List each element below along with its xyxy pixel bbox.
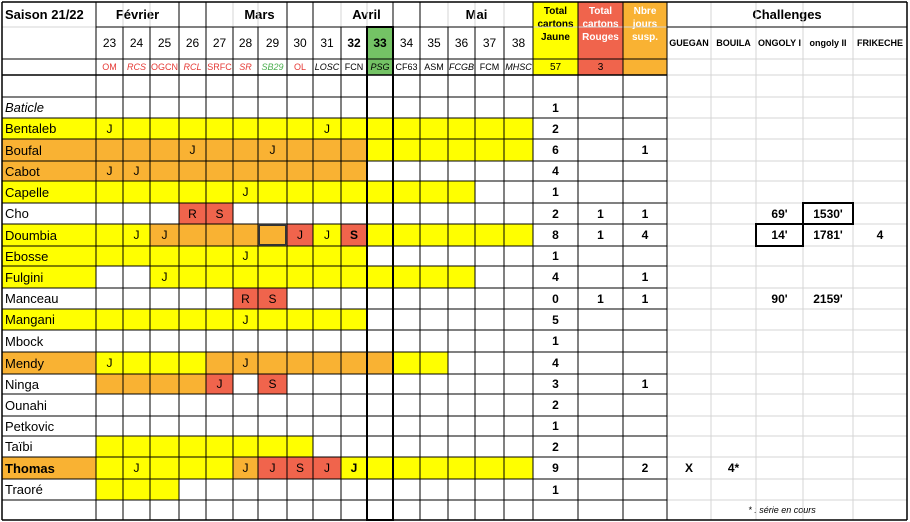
player-yellow-total[interactable]: 2 <box>552 439 559 454</box>
match-cell[interactable]: J <box>313 224 341 246</box>
opponent-cell-8[interactable]: LOSC <box>313 59 341 75</box>
player-name-14[interactable]: Ounahi <box>2 394 96 416</box>
opponent-cell-4[interactable]: SRFC <box>206 59 233 75</box>
player-susp-days[interactable]: 4 <box>641 228 649 242</box>
match-cell[interactable]: J <box>258 139 287 161</box>
round-cell-31[interactable]: 31 <box>313 27 341 59</box>
player-yellow-total[interactable]: 6 <box>552 143 559 157</box>
challenge-cell-3[interactable]: 1781' <box>813 228 843 242</box>
round-cell-29[interactable]: 29 <box>258 27 287 59</box>
challenge-header-4[interactable]: FRIKECHE <box>856 38 903 48</box>
round-cell-37[interactable]: 37 <box>475 27 504 59</box>
opponent-cell-10[interactable]: PSG <box>367 59 393 75</box>
opponent-cell-7[interactable]: OL <box>287 59 313 75</box>
round-cell-24[interactable]: 24 <box>123 27 150 59</box>
player-name-1[interactable]: Bentaleb <box>2 118 96 139</box>
challenge-cell-3[interactable]: 1530' <box>813 206 843 221</box>
match-cell[interactable]: J <box>123 224 150 246</box>
player-yellow-total[interactable]: 2 <box>552 206 559 221</box>
challenge-cell-2[interactable]: 90' <box>771 291 788 306</box>
challenge-header-3[interactable]: ongoly II <box>809 38 847 48</box>
opponent-cell-13[interactable]: FCGB <box>448 59 475 75</box>
player-name-11[interactable]: Mbock <box>2 330 96 352</box>
challenges-header[interactable]: Challenges <box>752 7 822 22</box>
month-header-1[interactable]: Mars <box>244 7 275 22</box>
player-yellow-total[interactable]: 1 <box>552 100 559 115</box>
player-susp-days[interactable]: 2 <box>641 461 649 475</box>
match-cell[interactable]: J <box>123 161 150 181</box>
round-cell-34[interactable]: 34 <box>393 27 420 59</box>
player-yellow-total[interactable]: 1 <box>552 334 559 348</box>
player-name-9[interactable]: Manceau <box>2 288 96 309</box>
match-cell[interactable]: J <box>233 246 258 266</box>
player-name-18[interactable]: Traoré <box>2 479 96 500</box>
challenge-highlight-box <box>756 224 803 246</box>
round-cell-26[interactable]: 26 <box>179 27 206 59</box>
opponent-cell-2[interactable]: OGCN <box>150 59 179 75</box>
challenge-highlight-box <box>803 203 853 224</box>
match-cell[interactable]: J <box>206 374 233 394</box>
match-cell[interactable]: J <box>179 139 206 161</box>
round-cell-28[interactable]: 28 <box>233 27 258 59</box>
month-header-3[interactable]: Mai <box>465 7 488 22</box>
match-cell[interactable]: J <box>233 352 258 374</box>
opponent-cell-9[interactable]: FCN <box>341 59 367 75</box>
opponent-cell-14[interactable]: FCM <box>475 59 504 75</box>
total-yellow-header[interactable]: Total cartons Jaune <box>533 2 578 59</box>
match-cell[interactable]: S <box>258 288 287 309</box>
opponent-cell-12[interactable]: ASM <box>420 59 448 75</box>
player-name-0[interactable]: Baticle <box>2 97 96 118</box>
challenge-cell-4[interactable]: 4 <box>876 228 884 242</box>
challenge-header-2[interactable]: ONGOLY I <box>757 38 801 48</box>
total-yellow-value[interactable]: 57 <box>533 59 578 75</box>
match-cell[interactable]: J <box>233 309 258 330</box>
month-header-2[interactable]: Avril <box>352 7 381 22</box>
match-cell[interactable]: J <box>123 457 150 479</box>
challenge-cell-3[interactable]: 2159' <box>813 291 843 306</box>
player-yellow-total[interactable]: 4 <box>552 164 559 178</box>
round-33-border <box>367 27 393 520</box>
player-yellow-total[interactable]: 2 <box>552 121 559 136</box>
player-yellow-total[interactable]: 1 <box>552 419 559 433</box>
player-susp-days[interactable]: 1 <box>641 270 649 284</box>
opponent-cell-3[interactable]: RCL <box>179 59 206 75</box>
match-cell[interactable]: S <box>206 203 233 224</box>
player-yellow-total[interactable]: 8 <box>552 228 559 242</box>
player-name-8[interactable]: Fulgini <box>2 266 96 288</box>
opponent-cell-1[interactable]: RCS <box>123 59 150 75</box>
match-cell[interactable]: S <box>341 224 367 246</box>
player-susp-days[interactable]: 1 <box>641 377 649 391</box>
match-cell[interactable]: J <box>341 457 367 479</box>
round-cell-30[interactable]: 30 <box>287 27 313 59</box>
match-cell[interactable]: J <box>258 457 287 479</box>
match-cell[interactable]: J <box>150 224 179 246</box>
match-cell[interactable]: J <box>96 352 123 374</box>
player-name-7[interactable]: Ebosse <box>2 246 96 266</box>
opponent-cell-11[interactable]: CF63 <box>393 59 420 75</box>
match-cell[interactable]: S <box>258 374 287 394</box>
opponent-cell-15[interactable]: MHSC <box>504 59 533 75</box>
match-cell[interactable]: J <box>313 118 341 139</box>
player-yellow-total[interactable]: 1 <box>552 185 559 199</box>
player-susp-days[interactable]: 1 <box>641 143 649 157</box>
player-susp-days[interactable]: 1 <box>641 291 649 306</box>
challenge-header-1[interactable]: BOUILA <box>716 38 751 48</box>
player-yellow-total[interactable]: 4 <box>552 356 559 370</box>
match-cell[interactable]: S <box>287 457 313 479</box>
challenge-cell-0[interactable]: X <box>684 461 693 475</box>
challenge-header-0[interactable]: GUEGAN <box>669 38 709 48</box>
challenge-cell-2[interactable]: 69' <box>771 206 788 221</box>
match-cell[interactable]: R <box>233 288 258 309</box>
match-cell[interactable]: J <box>233 181 258 203</box>
opponent-cell-5[interactable]: SR <box>233 59 258 75</box>
player-yellow-total[interactable]: 1 <box>552 249 559 263</box>
player-name-5[interactable]: Cho <box>2 203 96 224</box>
player-name-10[interactable]: Mangani <box>2 309 96 330</box>
match-cell[interactable]: J <box>96 118 123 139</box>
player-yellow-total[interactable]: 4 <box>552 270 559 284</box>
player-red-total[interactable]: 1 <box>597 206 604 221</box>
player-name-13[interactable]: Ninga <box>2 374 96 394</box>
round-cell-27[interactable]: 27 <box>206 27 233 59</box>
player-yellow-total[interactable]: 3 <box>552 377 559 391</box>
player-name-3[interactable]: Cabot <box>2 161 96 181</box>
player-name-6[interactable]: Doumbia <box>2 224 96 246</box>
month-header-0[interactable]: Février <box>115 7 160 22</box>
player-yellow-total[interactable]: 2 <box>552 398 559 412</box>
match-cell[interactable]: J <box>233 457 258 479</box>
player-yellow-total[interactable]: 1 <box>552 482 559 497</box>
player-name-16[interactable]: Taïbi <box>2 436 96 457</box>
opponent-cell-6[interactable]: SB29 <box>258 59 287 75</box>
player-name-12[interactable]: Mendy <box>2 352 96 374</box>
challenge-cell-2[interactable]: 14' <box>771 228 788 242</box>
round-cell-32[interactable]: 32 <box>341 27 367 59</box>
player-name-2[interactable]: Boufal <box>2 139 96 161</box>
player-yellow-total[interactable]: 9 <box>552 461 559 475</box>
round-cell-35[interactable]: 35 <box>420 27 448 59</box>
challenge-cell-1[interactable]: 4* <box>727 461 740 475</box>
match-cell[interactable]: J <box>96 161 123 181</box>
player-name-17[interactable]: Thomas <box>2 457 96 479</box>
round-cell-36[interactable]: 36 <box>448 27 475 59</box>
player-yellow-total[interactable]: 5 <box>552 312 559 327</box>
round-cell-25[interactable]: 25 <box>150 27 179 59</box>
match-cell[interactable]: J <box>313 457 341 479</box>
round-cell-38[interactable]: 38 <box>504 27 533 59</box>
total-red-header[interactable]: Total cartons Rouges <box>578 2 623 59</box>
round-cell-23[interactable]: 23 <box>96 27 123 59</box>
player-yellow-total[interactable]: 0 <box>552 291 559 306</box>
match-cell[interactable]: J <box>150 266 179 288</box>
season-title-cell[interactable]: Saison 21/22 <box>5 7 84 22</box>
opponent-cell-0[interactable]: OM <box>96 59 123 75</box>
player-susp-days[interactable]: 1 <box>641 206 649 221</box>
player-name-4[interactable]: Capelle <box>2 181 96 203</box>
selected-cell-outline[interactable] <box>259 225 286 245</box>
round-cell-33[interactable]: 33 <box>367 27 393 59</box>
total-red-value[interactable]: 3 <box>578 59 623 75</box>
total-susp-header[interactable]: Nbre jours susp. <box>623 2 667 59</box>
player-name-15[interactable]: Petkovic <box>2 416 96 436</box>
player-red-total[interactable]: 1 <box>597 291 604 306</box>
player-red-total[interactable]: 1 <box>597 228 604 242</box>
match-cell[interactable]: J <box>287 224 313 246</box>
footnote: * : série en cours <box>748 505 816 515</box>
match-cell[interactable]: R <box>179 203 206 224</box>
